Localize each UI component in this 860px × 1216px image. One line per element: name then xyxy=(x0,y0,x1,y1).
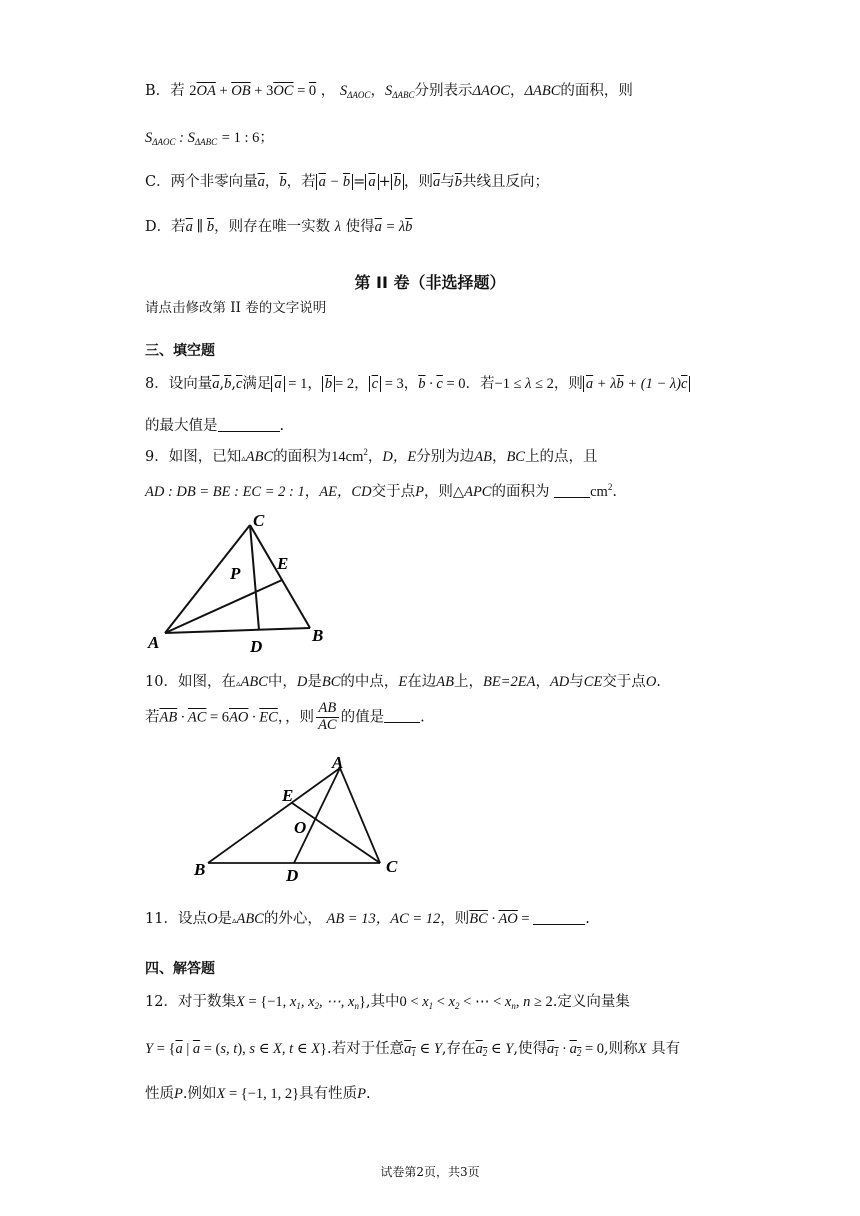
fig1-label-b: B xyxy=(312,626,324,645)
option-d: D．若$\overline{a}$ ∥ $\overline{b}$，则存在唯一实数 λ 使得$\overline{a} = \lambda\overline{b}$ xyxy=(145,219,413,235)
part2-title: 第 II 卷（非选择题） xyxy=(354,273,506,292)
q12-line2: $Y = \{\overline{a}$ | $\overline{a} = (s$, t), s ∈ X, t ∈ X}.若对于任意$a_1$ ∈ Y,存在$a_2$ ∈ Y,使得$a_1 \cdot a_2 = 0$,则称X 具有 xyxy=(145,1041,681,1058)
fig2-side-ba xyxy=(208,768,340,863)
q12-line3: 性质P.例如X = {−1, 1, 2}具有性质P. xyxy=(145,1086,371,1102)
fig2-segment-ad xyxy=(294,768,340,863)
q9-answer-blank[interactable] xyxy=(554,485,590,498)
fig1-side-ab xyxy=(165,628,310,633)
option-b: B．若 $2\overline{OA} + \overline{OB} + 3\overline{OC} = 0$ ， $S_{\Delta AOC}$，$S_{\Delta ABC}$分别表示ΔAOC，ΔABC的面积，则 xyxy=(145,83,633,100)
q10-answer-blank[interactable] xyxy=(384,710,420,723)
option-b-ratio: $S_{\Delta AOC}$ : $S_{\Delta ABC} = 1$ : 6； xyxy=(145,130,274,147)
q10-line1: 10．如图，在▵ABC中，D是BC的中点，E在边AB上，BE=2EA，AD与CE交于点O. xyxy=(145,674,661,690)
fig1-label-d: D xyxy=(250,637,263,656)
fig1-segment-cd xyxy=(250,525,259,630)
fig1-label-p: P xyxy=(230,564,241,583)
q10-line2: 若$\overline{AB} \cdot \overline{AC} = 6\overline{AO} \cdot \overline{EC}$，，则 $\frac{AB}{AC}$ 的值是 . xyxy=(145,700,425,733)
q10-fraction: $\frac{AB}{AC}$ xyxy=(318,700,337,733)
fig1-segment-ae xyxy=(165,580,282,633)
q11-answer-blank[interactable] xyxy=(533,912,585,925)
fig1-label-a: A xyxy=(148,633,160,652)
part2-note[interactable]: 请点击修改第 II 卷的文字说明 xyxy=(145,300,327,316)
fig1-side-cb xyxy=(250,525,310,628)
q8-line1: 8．设向量$\overline{a},\overline{b},\overline{c}$满足 $\overline{a} = 1$， $\overline{b} = 2$， $\overline{c} = 3$，$\overline{b} \cdot \overline{c} = 0$．若−1 ≤ λ ≤ 2，则 $\overline{a} + \lambda\overline{b} + (1 - \lambda)\overline{c}$ xyxy=(145,372,690,393)
fig2-label-a: A xyxy=(332,753,344,772)
fig2-label-d: D xyxy=(286,866,299,885)
page-footer: 试卷第2页，共3页 xyxy=(380,1165,480,1179)
q8-answer-blank[interactable] xyxy=(218,419,280,432)
fig1-label-c: C xyxy=(253,511,265,530)
fig1-label-e: E xyxy=(277,554,289,573)
fig2-label-e: E xyxy=(282,786,294,805)
q9-line1: 9．如图，已知▵ABC的面积为$14cm^2$，D，E分别为边AB，BC上的点，且 xyxy=(145,447,598,465)
q9-triangle-figure xyxy=(140,508,340,658)
q12-line1: 12．对于数集X = {−1, $x_1$, $x_2$, ⋯, $x_n$},其中$0 < x_1 < x_2$ < ⋯ < $x_n$, n ≥ 2.定义向量集 xyxy=(145,994,630,1011)
q8-line2: 的最大值是 . xyxy=(145,418,285,434)
section-fill-in: 三、填空题 xyxy=(145,343,215,359)
fig2-label-c: C xyxy=(386,857,398,876)
q10-triangle-figure xyxy=(190,745,420,890)
option-c: C．两个非零向量$\overline{a}$，$\overline{b}$，若 $\overline{a} - \overline{b} = \overline{a} + \overline{b}$ ，则$\overline{a}$与$\overline{b}$共线且反向； xyxy=(145,174,549,190)
fig2-label-b: B xyxy=(194,860,206,879)
q9-line2: AD : DB = BE : EC = 2 : 1，AE，CD交于点P，则△APC的面积为 $cm^2$. xyxy=(145,482,617,500)
fig2-label-o: O xyxy=(294,818,307,837)
section-answer: 四、解答题 xyxy=(145,961,215,977)
q11: 11．设点O是▵ABC的外心， AB = 13，AC = 12，则$\overline{BC} \cdot \overline{AO}$ = . xyxy=(145,911,590,927)
